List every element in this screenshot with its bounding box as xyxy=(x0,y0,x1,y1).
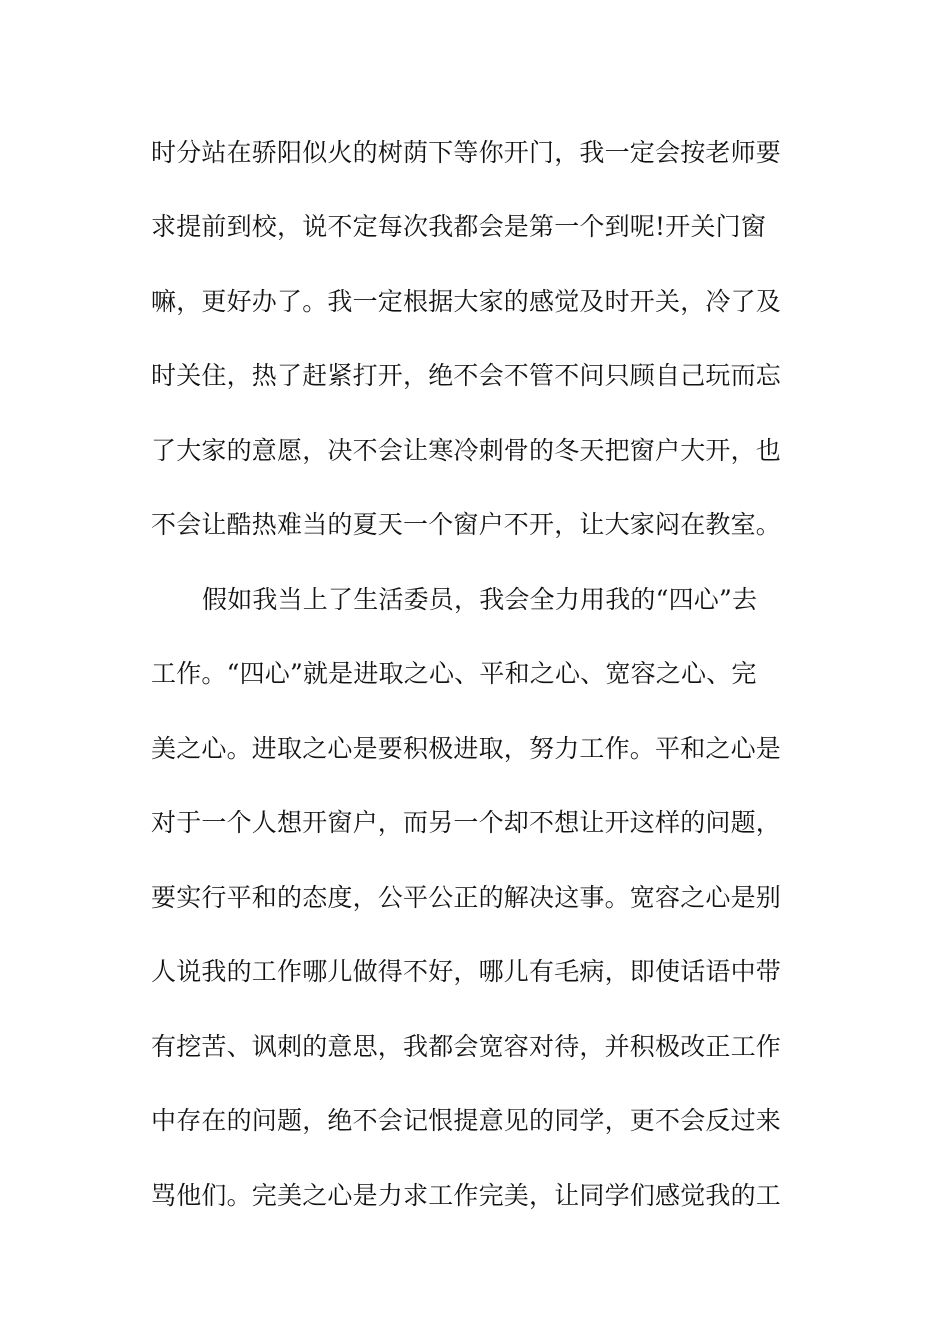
text-line: 了大家的意愿，决不会让寒冷刺骨的冬天把窗户大开，也 xyxy=(151,436,782,465)
text-line: 时分站在骄阳似火的树荫下等你开门，我一定会按老师要 xyxy=(151,138,782,167)
text-line: 中存在的问题，绝不会记恨提意见的同学，更不会反过来 xyxy=(151,1106,782,1135)
text-line: 对于一个人想开窗户，而另一个却不想让开这样的问题， xyxy=(151,808,782,837)
text-line: 工作。“四心”就是进取之心、平和之心、宽容之心、完 xyxy=(151,659,757,688)
text-line: 骂他们。完美之心是力求工作完美，让同学们感觉我的工 xyxy=(151,1181,782,1210)
text-line: 有挖苦、讽刺的意思，我都会宽容对待，并积极改正工作 xyxy=(151,1032,782,1061)
text-line: 嘛，更好办了。我一定根据大家的感觉及时开关，冷了及 xyxy=(151,287,782,316)
paragraph-first-line: 假如我当上了生活委员，我会全力用我的“四心”去 xyxy=(202,585,758,614)
text-line: 时关住，热了赶紧打开，绝不会不管不问只顾自己玩而忘 xyxy=(151,361,782,390)
text-line: 求提前到校，说不定每次我都会是第一个到呢!开关门窗 xyxy=(151,212,767,241)
text-line: 要实行平和的态度，公平公正的解决这事。宽容之心是别 xyxy=(151,883,782,912)
text-line: 美之心。进取之心是要积极进取，努力工作。平和之心是 xyxy=(151,734,782,763)
text-line: 不会让酷热难当的夏天一个窗户不开，让大家闷在教室。 xyxy=(151,510,782,539)
text-line: 人说我的工作哪儿做得不好，哪儿有毛病，即使话语中带 xyxy=(151,957,782,986)
